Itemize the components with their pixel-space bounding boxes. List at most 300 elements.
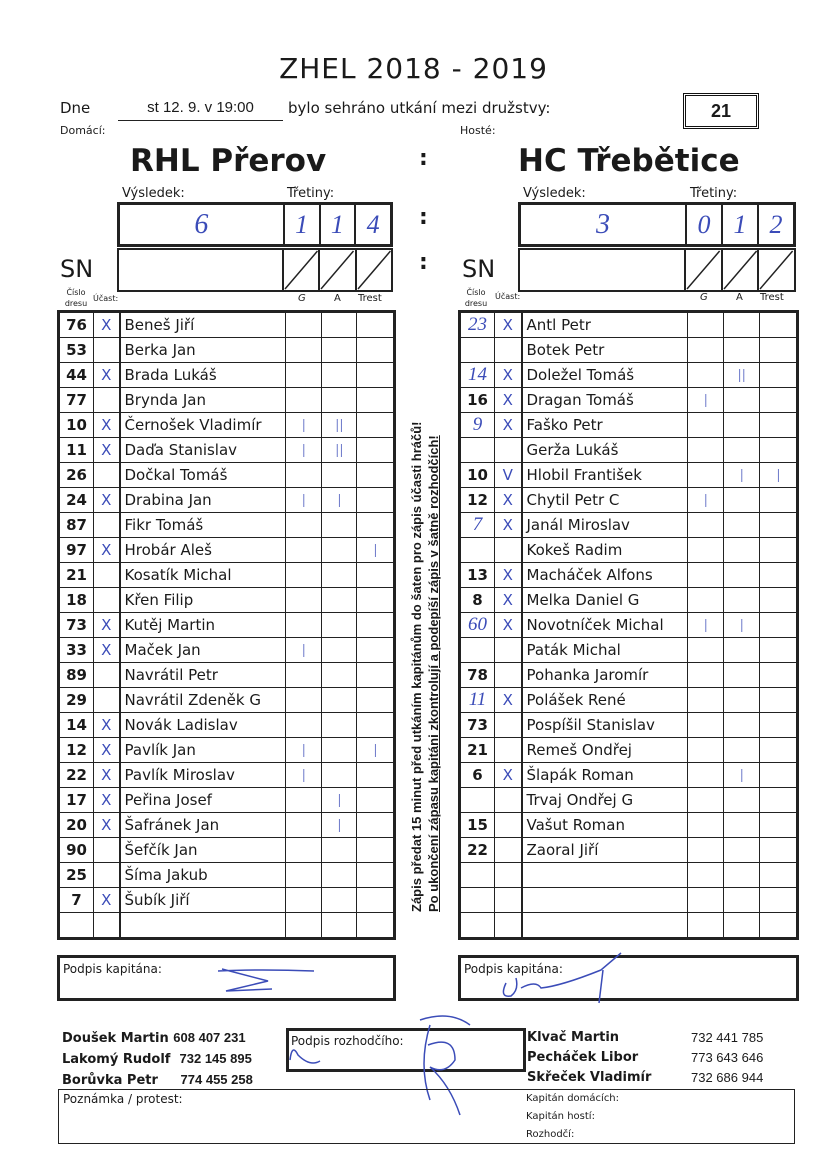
away-captain-signature-box[interactable] (458, 955, 799, 1001)
jersey-number[interactable]: 73 (460, 713, 495, 738)
goals-cell[interactable] (286, 563, 322, 588)
attendance-mark[interactable] (495, 838, 522, 863)
penalty-cell[interactable] (357, 838, 395, 863)
player-name[interactable]: Šafránek Jan (120, 813, 286, 838)
assists-cell[interactable] (322, 338, 357, 363)
assists-cell[interactable] (724, 663, 760, 688)
attendance-mark[interactable]: X (94, 888, 120, 913)
assists-cell[interactable] (724, 838, 760, 863)
assists-cell[interactable]: || (322, 413, 357, 438)
attendance-mark[interactable] (495, 338, 522, 363)
assists-cell[interactable] (322, 538, 357, 563)
player-name[interactable]: Dragan Tomáš (522, 388, 688, 413)
penalty-cell[interactable] (760, 863, 798, 888)
jersey-number[interactable]: 22 (460, 838, 495, 863)
goals-cell[interactable] (286, 713, 322, 738)
attendance-mark[interactable]: X (94, 438, 120, 463)
player-name[interactable]: Daďa Stanislav (120, 438, 286, 463)
jersey-number[interactable]: 29 (59, 688, 94, 713)
jersey-number[interactable]: 21 (460, 738, 495, 763)
penalty-cell[interactable] (760, 613, 798, 638)
note-protest-box[interactable] (58, 1089, 795, 1144)
attendance-mark[interactable]: X (495, 388, 522, 413)
player-name[interactable]: Navrátil Petr (120, 663, 286, 688)
player-name[interactable]: Pavlík Jan (120, 738, 286, 763)
assists-cell[interactable] (322, 913, 357, 939)
assists-cell[interactable] (724, 513, 760, 538)
player-name[interactable] (522, 863, 688, 888)
attendance-mark[interactable]: X (94, 363, 120, 388)
attendance-mark[interactable] (495, 788, 522, 813)
penalty-cell[interactable] (760, 413, 798, 438)
assists-cell[interactable] (724, 563, 760, 588)
attendance-mark[interactable] (495, 888, 522, 913)
goals-cell[interactable] (286, 913, 322, 939)
player-name[interactable]: Remeš Ondřej (522, 738, 688, 763)
goals-cell[interactable] (688, 513, 724, 538)
assists-cell[interactable]: || (724, 363, 760, 388)
jersey-number[interactable]: 16 (460, 388, 495, 413)
assists-cell[interactable] (724, 813, 760, 838)
jersey-number[interactable]: 53 (59, 338, 94, 363)
penalty-cell[interactable] (357, 613, 395, 638)
player-name[interactable]: Kutěj Martin (120, 613, 286, 638)
penalty-cell[interactable] (760, 312, 798, 338)
goals-cell[interactable] (688, 538, 724, 563)
goals-cell[interactable] (688, 363, 724, 388)
jersey-number[interactable]: 78 (460, 663, 495, 688)
assists-cell[interactable]: | (322, 813, 357, 838)
penalty-cell[interactable] (760, 913, 798, 939)
attendance-mark[interactable]: X (94, 788, 120, 813)
jersey-number[interactable]: 11 (460, 688, 495, 713)
player-name[interactable]: Dočkal Tomáš (120, 463, 286, 488)
attendance-mark[interactable]: X (495, 312, 522, 338)
player-name[interactable]: Šubík Jiří (120, 888, 286, 913)
goals-cell[interactable] (688, 663, 724, 688)
goals-cell[interactable] (286, 688, 322, 713)
penalty-cell[interactable] (357, 663, 395, 688)
player-name[interactable]: Šefčík Jan (120, 838, 286, 863)
jersey-number[interactable]: 8 (460, 588, 495, 613)
assists-cell[interactable] (322, 463, 357, 488)
attendance-mark[interactable] (495, 438, 522, 463)
attendance-mark[interactable] (94, 663, 120, 688)
jersey-number[interactable] (460, 638, 495, 663)
player-name[interactable]: Beneš Jiří (120, 312, 286, 338)
player-name[interactable] (522, 913, 688, 939)
jersey-number[interactable] (460, 888, 495, 913)
penalty-cell[interactable] (760, 338, 798, 363)
goals-cell[interactable]: | (286, 738, 322, 763)
player-name[interactable]: Chytil Petr C (522, 488, 688, 513)
jersey-number[interactable]: 18 (59, 588, 94, 613)
attendance-mark[interactable] (495, 813, 522, 838)
goals-cell[interactable]: | (286, 488, 322, 513)
penalty-cell[interactable] (357, 913, 395, 939)
attendance-mark[interactable]: V (495, 463, 522, 488)
penalty-cell[interactable]: | (357, 738, 395, 763)
attendance-mark[interactable] (495, 538, 522, 563)
attendance-mark[interactable] (94, 913, 120, 939)
player-name[interactable]: Brada Lukáš (120, 363, 286, 388)
penalty-cell[interactable] (760, 538, 798, 563)
penalty-cell[interactable] (357, 888, 395, 913)
penalty-cell[interactable] (357, 363, 395, 388)
attendance-mark[interactable]: X (495, 413, 522, 438)
attendance-mark[interactable] (94, 463, 120, 488)
goals-cell[interactable] (688, 838, 724, 863)
penalty-cell[interactable] (357, 813, 395, 838)
goals-cell[interactable]: | (286, 438, 322, 463)
assists-cell[interactable]: || (322, 438, 357, 463)
goals-cell[interactable] (688, 638, 724, 663)
assists-cell[interactable] (724, 638, 760, 663)
player-name[interactable]: Janál Miroslav (522, 513, 688, 538)
goals-cell[interactable] (688, 788, 724, 813)
attendance-mark[interactable] (94, 563, 120, 588)
player-name[interactable]: Paták Michal (522, 638, 688, 663)
goals-cell[interactable] (688, 338, 724, 363)
assists-cell[interactable] (322, 838, 357, 863)
attendance-mark[interactable] (94, 388, 120, 413)
assists-cell[interactable] (724, 388, 760, 413)
assists-cell[interactable] (724, 488, 760, 513)
goals-cell[interactable] (688, 888, 724, 913)
player-name[interactable]: Navrátil Zdeněk G (120, 688, 286, 713)
goals-cell[interactable]: | (286, 638, 322, 663)
attendance-mark[interactable] (94, 863, 120, 888)
assists-cell[interactable] (724, 312, 760, 338)
jersey-number[interactable]: 97 (59, 538, 94, 563)
goals-cell[interactable] (688, 763, 724, 788)
jersey-number[interactable]: 60 (460, 613, 495, 638)
assists-cell[interactable] (322, 863, 357, 888)
attendance-mark[interactable]: X (94, 488, 120, 513)
jersey-number[interactable]: 17 (59, 788, 94, 813)
assists-cell[interactable] (724, 688, 760, 713)
penalty-cell[interactable] (760, 888, 798, 913)
goals-cell[interactable] (286, 338, 322, 363)
attendance-mark[interactable]: X (94, 613, 120, 638)
assists-cell[interactable] (724, 713, 760, 738)
player-name[interactable]: Černošek Vladimír (120, 413, 286, 438)
player-name[interactable] (120, 913, 286, 939)
attendance-mark[interactable]: X (495, 588, 522, 613)
player-name[interactable]: Peřina Josef (120, 788, 286, 813)
penalty-cell[interactable] (357, 413, 395, 438)
assists-cell[interactable] (724, 788, 760, 813)
penalty-cell[interactable] (357, 563, 395, 588)
penalty-cell[interactable] (760, 713, 798, 738)
player-name[interactable]: Berka Jan (120, 338, 286, 363)
jersey-number[interactable]: 14 (460, 363, 495, 388)
jersey-number[interactable]: 25 (59, 863, 94, 888)
assists-cell[interactable]: | (724, 463, 760, 488)
assists-cell[interactable] (322, 888, 357, 913)
penalty-cell[interactable] (357, 338, 395, 363)
attendance-mark[interactable]: X (495, 563, 522, 588)
assists-cell[interactable] (322, 563, 357, 588)
assists-cell[interactable] (724, 588, 760, 613)
penalty-cell[interactable] (357, 688, 395, 713)
penalty-cell[interactable] (760, 363, 798, 388)
assists-cell[interactable] (724, 338, 760, 363)
assists-cell[interactable] (322, 388, 357, 413)
penalty-cell[interactable] (760, 838, 798, 863)
assists-cell[interactable]: | (322, 788, 357, 813)
jersey-number[interactable]: 77 (59, 388, 94, 413)
goals-cell[interactable] (688, 813, 724, 838)
jersey-number[interactable]: 14 (59, 713, 94, 738)
player-name[interactable]: Křen Filip (120, 588, 286, 613)
player-name[interactable]: Pospíšil Stanislav (522, 713, 688, 738)
jersey-number[interactable]: 7 (460, 513, 495, 538)
attendance-mark[interactable]: X (94, 312, 120, 338)
goals-cell[interactable] (688, 713, 724, 738)
jersey-number[interactable]: 15 (460, 813, 495, 838)
goals-cell[interactable] (286, 838, 322, 863)
jersey-number[interactable] (59, 913, 94, 939)
assists-cell[interactable] (724, 863, 760, 888)
attendance-mark[interactable] (94, 588, 120, 613)
penalty-cell[interactable] (357, 312, 395, 338)
jersey-number[interactable] (460, 338, 495, 363)
player-name[interactable]: Pohanka Jaromír (522, 663, 688, 688)
penalty-cell[interactable] (357, 488, 395, 513)
attendance-mark[interactable]: X (495, 488, 522, 513)
home-captain-signature-box[interactable] (57, 955, 396, 1001)
penalty-cell[interactable] (357, 713, 395, 738)
player-name[interactable]: Hlobil František (522, 463, 688, 488)
player-name[interactable]: Drabina Jan (120, 488, 286, 513)
attendance-mark[interactable]: X (495, 763, 522, 788)
goals-cell[interactable] (286, 513, 322, 538)
player-name[interactable]: Novotníček Michal (522, 613, 688, 638)
penalty-cell[interactable] (357, 513, 395, 538)
player-name[interactable]: Kokeš Radim (522, 538, 688, 563)
penalty-cell[interactable] (760, 763, 798, 788)
goals-cell[interactable] (286, 363, 322, 388)
jersey-number[interactable] (460, 913, 495, 939)
jersey-number[interactable]: 76 (59, 312, 94, 338)
assists-cell[interactable] (322, 312, 357, 338)
penalty-cell[interactable] (760, 388, 798, 413)
penalty-cell[interactable] (760, 688, 798, 713)
jersey-number[interactable]: 24 (59, 488, 94, 513)
player-name[interactable]: Antl Petr (522, 312, 688, 338)
goals-cell[interactable] (688, 438, 724, 463)
goals-cell[interactable]: | (688, 488, 724, 513)
penalty-cell[interactable] (760, 563, 798, 588)
player-name[interactable]: Maček Jan (120, 638, 286, 663)
date-field[interactable]: st 12. 9. v 19:00 (118, 96, 283, 121)
player-name[interactable]: Kosatík Michal (120, 563, 286, 588)
jersey-number[interactable]: 7 (59, 888, 94, 913)
penalty-cell[interactable]: | (760, 463, 798, 488)
jersey-number[interactable]: 44 (59, 363, 94, 388)
goals-cell[interactable]: | (286, 763, 322, 788)
player-name[interactable]: Zaoral Jiří (522, 838, 688, 863)
assists-cell[interactable]: | (724, 763, 760, 788)
jersey-number[interactable]: 6 (460, 763, 495, 788)
penalty-cell[interactable]: | (357, 538, 395, 563)
player-name[interactable]: Šlapák Roman (522, 763, 688, 788)
goals-cell[interactable] (688, 463, 724, 488)
attendance-mark[interactable]: X (495, 613, 522, 638)
jersey-number[interactable]: 89 (59, 663, 94, 688)
attendance-mark[interactable] (495, 663, 522, 688)
goals-cell[interactable] (286, 663, 322, 688)
attendance-mark[interactable]: X (94, 763, 120, 788)
attendance-mark[interactable] (94, 688, 120, 713)
attendance-mark[interactable] (495, 713, 522, 738)
attendance-mark[interactable] (94, 838, 120, 863)
goals-cell[interactable] (286, 463, 322, 488)
jersey-number[interactable]: 21 (59, 563, 94, 588)
goals-cell[interactable] (286, 312, 322, 338)
attendance-mark[interactable]: X (495, 688, 522, 713)
penalty-cell[interactable] (357, 863, 395, 888)
assists-cell[interactable] (322, 513, 357, 538)
penalty-cell[interactable] (760, 488, 798, 513)
penalty-cell[interactable] (357, 438, 395, 463)
assists-cell[interactable] (322, 663, 357, 688)
attendance-mark[interactable]: X (94, 713, 120, 738)
player-name[interactable]: Melka Daniel G (522, 588, 688, 613)
attendance-mark[interactable]: X (94, 738, 120, 763)
assists-cell[interactable] (322, 713, 357, 738)
assists-cell[interactable] (322, 363, 357, 388)
player-name[interactable]: Hrobár Aleš (120, 538, 286, 563)
assists-cell[interactable]: | (322, 488, 357, 513)
goals-cell[interactable] (688, 588, 724, 613)
assists-cell[interactable] (724, 413, 760, 438)
attendance-mark[interactable] (495, 638, 522, 663)
player-name[interactable]: Šíma Jakub (120, 863, 286, 888)
jersey-number[interactable]: 11 (59, 438, 94, 463)
jersey-number[interactable]: 22 (59, 763, 94, 788)
player-name[interactable]: Novák Ladislav (120, 713, 286, 738)
penalty-cell[interactable] (357, 588, 395, 613)
jersey-number[interactable] (460, 438, 495, 463)
goals-cell[interactable] (286, 888, 322, 913)
penalty-cell[interactable] (357, 388, 395, 413)
player-name[interactable]: Botek Petr (522, 338, 688, 363)
penalty-cell[interactable] (760, 638, 798, 663)
attendance-mark[interactable]: X (94, 538, 120, 563)
assists-cell[interactable] (322, 688, 357, 713)
jersey-number[interactable]: 10 (460, 463, 495, 488)
goals-cell[interactable]: | (286, 413, 322, 438)
player-name[interactable]: Gerža Lukáš (522, 438, 688, 463)
attendance-mark[interactable] (94, 513, 120, 538)
player-name[interactable]: Brynda Jan (120, 388, 286, 413)
player-name[interactable] (522, 888, 688, 913)
attendance-mark[interactable]: X (94, 413, 120, 438)
goals-cell[interactable] (286, 538, 322, 563)
penalty-cell[interactable] (760, 788, 798, 813)
attendance-mark[interactable] (94, 338, 120, 363)
player-name[interactable]: Doležel Tomáš (522, 363, 688, 388)
attendance-mark[interactable]: X (94, 813, 120, 838)
player-name[interactable]: Faško Petr (522, 413, 688, 438)
goals-cell[interactable] (688, 312, 724, 338)
assists-cell[interactable] (724, 738, 760, 763)
goals-cell[interactable] (688, 688, 724, 713)
goals-cell[interactable] (688, 563, 724, 588)
penalty-cell[interactable] (760, 513, 798, 538)
assists-cell[interactable]: | (724, 613, 760, 638)
goals-cell[interactable] (286, 588, 322, 613)
jersey-number[interactable]: 20 (59, 813, 94, 838)
jersey-number[interactable] (460, 788, 495, 813)
goals-cell[interactable]: | (688, 613, 724, 638)
jersey-number[interactable] (460, 538, 495, 563)
jersey-number[interactable]: 73 (59, 613, 94, 638)
goals-cell[interactable] (688, 413, 724, 438)
penalty-cell[interactable] (357, 463, 395, 488)
assists-cell[interactable] (724, 913, 760, 939)
attendance-mark[interactable] (495, 913, 522, 939)
player-name[interactable]: Fikr Tomáš (120, 513, 286, 538)
jersey-number[interactable]: 10 (59, 413, 94, 438)
player-name[interactable]: Macháček Alfons (522, 563, 688, 588)
player-name[interactable]: Pavlík Miroslav (120, 763, 286, 788)
goals-cell[interactable] (286, 813, 322, 838)
jersey-number[interactable]: 12 (460, 488, 495, 513)
attendance-mark[interactable]: X (94, 638, 120, 663)
jersey-number[interactable]: 12 (59, 738, 94, 763)
penalty-cell[interactable] (357, 763, 395, 788)
attendance-mark[interactable] (495, 738, 522, 763)
goals-cell[interactable]: | (688, 388, 724, 413)
goals-cell[interactable] (286, 863, 322, 888)
player-name[interactable]: Trvaj Ondřej G (522, 788, 688, 813)
assists-cell[interactable] (724, 538, 760, 563)
penalty-cell[interactable] (357, 788, 395, 813)
assists-cell[interactable] (724, 888, 760, 913)
attendance-mark[interactable]: X (495, 513, 522, 538)
assists-cell[interactable] (724, 438, 760, 463)
player-name[interactable]: Polášek René (522, 688, 688, 713)
jersey-number[interactable]: 13 (460, 563, 495, 588)
jersey-number[interactable]: 33 (59, 638, 94, 663)
jersey-number[interactable]: 23 (460, 312, 495, 338)
assists-cell[interactable] (322, 738, 357, 763)
goals-cell[interactable] (286, 613, 322, 638)
penalty-cell[interactable] (760, 588, 798, 613)
jersey-number[interactable] (460, 863, 495, 888)
assists-cell[interactable] (322, 588, 357, 613)
goals-cell[interactable] (286, 388, 322, 413)
goals-cell[interactable] (688, 863, 724, 888)
penalty-cell[interactable] (357, 638, 395, 663)
penalty-cell[interactable] (760, 738, 798, 763)
jersey-number[interactable]: 9 (460, 413, 495, 438)
penalty-cell[interactable] (760, 663, 798, 688)
jersey-number[interactable]: 87 (59, 513, 94, 538)
attendance-mark[interactable] (495, 863, 522, 888)
jersey-number[interactable]: 26 (59, 463, 94, 488)
penalty-cell[interactable] (760, 813, 798, 838)
player-name[interactable]: Vašut Roman (522, 813, 688, 838)
goals-cell[interactable] (688, 738, 724, 763)
assists-cell[interactable] (322, 638, 357, 663)
goals-cell[interactable] (688, 913, 724, 939)
assists-cell[interactable] (322, 763, 357, 788)
penalty-cell[interactable] (760, 438, 798, 463)
